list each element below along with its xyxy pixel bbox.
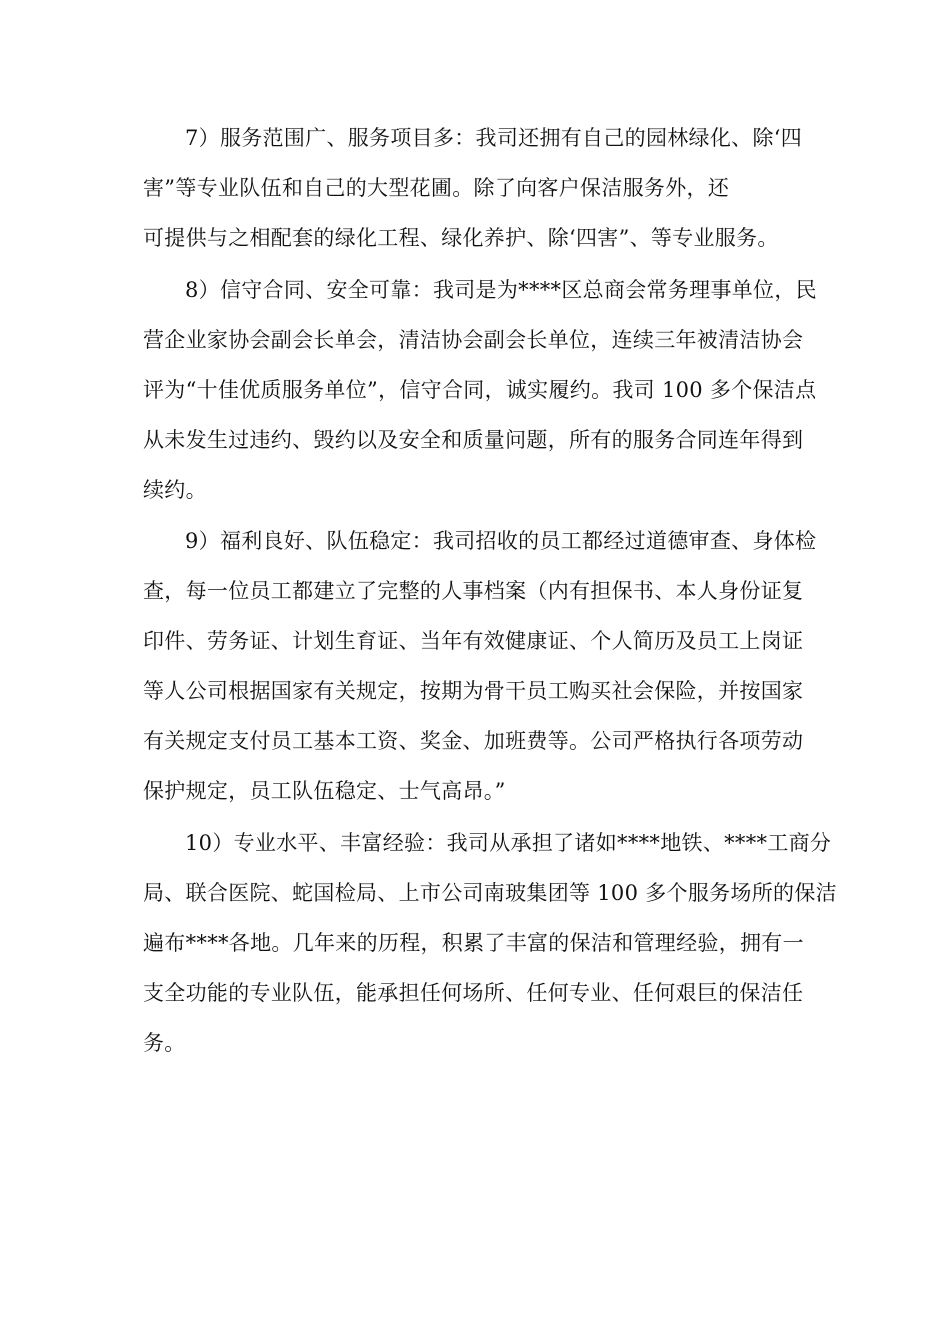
paragraph-8-line-3: 评为“十佳优质服务单位”，信守合同，诚实履约。我司 100 多个保洁点 — [143, 378, 817, 402]
paragraph-7-line-1: 7）服务范围广、服务项目多：我司还拥有自己的园林绿化、除‘四 — [185, 126, 803, 150]
paragraph-9-line-5: 有关规定支付员工基本工资、奖金、加班费等。公司严格执行各项劳动 — [143, 729, 804, 753]
paragraph-8-line-2: 营企业家协会副会长单会，清洁协会副会长单位，连续三年被清洁协会 — [143, 328, 804, 352]
paragraph-10-line-1: 10）专业水平、丰富经验：我司从承担了诸如****地铁、****工商分 — [185, 831, 832, 855]
paragraph-9-line-4: 等人公司根据国家有关规定，按期为骨干员工购买社会保险，并按国家 — [143, 679, 804, 703]
paragraph-9-line-3: 印件、劳务证、计划生育证、当年有效健康证、个人简历及员工上岗证 — [143, 629, 804, 653]
paragraph-9-line-2: 查，每一位员工都建立了完整的人事档案（内有担保书、本人身份证复 — [143, 579, 804, 603]
paragraph-8-line-5: 续约。 — [143, 478, 207, 502]
paragraph-9-line-1: 9）福利良好、队伍稳定：我司招收的员工都经过道德审查、身体检 — [185, 529, 817, 553]
paragraph-8-line-1: 8）信守合同、安全可靠：我司是为****区总商会常务理事单位，民 — [185, 278, 817, 302]
paragraph-10-line-4: 支全功能的专业队伍，能承担任何场所、任何专业、任何艰巨的保洁任 — [143, 981, 804, 1005]
paragraph-10-line-2: 局、联合医院、蛇国检局、上市公司南玻集团等 100 多个服务场所的保洁 — [143, 881, 837, 905]
paragraph-7-line-3: 可提供与之相配套的绿化工程、绿化养护、除‘四害”、等专业服务。 — [143, 226, 779, 250]
paragraph-9-line-6: 保护规定，员工队伍稳定、士气高昂。” — [143, 779, 506, 803]
paragraph-10-line-5: 务。 — [143, 1031, 186, 1055]
paragraph-10-line-3: 遍布****各地。几年来的历程，积累了丰富的保洁和管理经验，拥有一 — [143, 931, 804, 955]
paragraph-7-line-2: 害”等专业队伍和自己的大型花圃。除了向客户保洁服务外，还 — [143, 176, 730, 200]
paragraph-8-line-4: 从未发生过违约、毁约以及安全和质量问题，所有的服务合同连年得到 — [143, 428, 804, 452]
